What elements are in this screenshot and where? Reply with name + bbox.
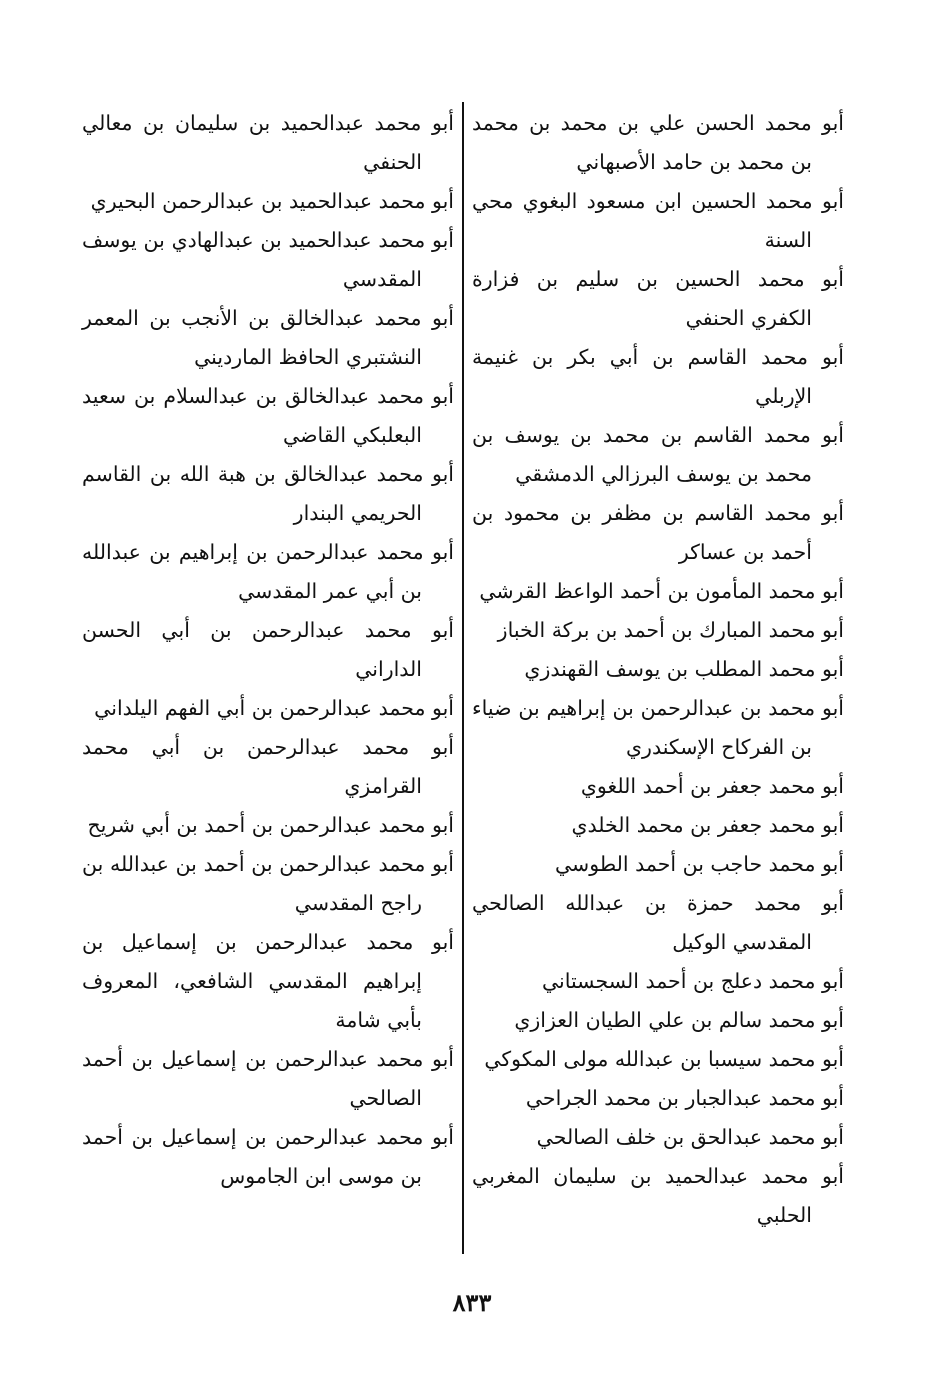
index-entry: أبو محمد عبدالحميد بن سليمان المغربي الحلبي [472, 1164, 844, 1227]
index-entry: أبو محمد عبدالرحمن بن إبراهيم بن عبدالله بن أبي عمر المقدسي [82, 540, 454, 603]
index-entry: أبو محمد عبدالخالق بن عبدالسلام بن سعيد البعلبكي القاضي [82, 384, 454, 447]
index-entry: أبو محمد المطلب بن يوسف القهندزي [524, 657, 844, 681]
index-entry: أبو محمد عبدالرحمن بن أبي الفهم اليلداني [94, 696, 454, 720]
index-entry: أبو محمد بن عبدالرحمن بن إبراهيم بن ضياء بن الفركاح الإسكندري [472, 696, 844, 759]
index-entry: أبو محمد الحسين بن سليم بن فزارة الكفري الحنفي [472, 267, 844, 330]
right-column [472, 104, 844, 1235]
index-entry: أبو محمد عبدالجبار بن محمد الجراحي [525, 1086, 844, 1110]
page-number: ٨٣٣ [452, 1288, 492, 1317]
index-entry: أبو محمد عبدالخالق بن هبة الله بن القاسم الحريمي البندار [82, 462, 454, 525]
index-entry: أبو محمد عبدالحميد بن عبدالرحمن البحيري [90, 189, 454, 213]
index-entry: أبو محمد عبدالحميد بن سليمان بن معالي الحنفي [82, 111, 454, 174]
index-entry: أبو محمد عبدالرحمن بن أحمد بن أبي شريح [87, 813, 454, 837]
index-entry: أبو محمد القاسم بن أبي بكر بن غنيمة الإربلي [472, 345, 844, 408]
index-entry: أبو محمد حمزة بن عبدالله الصالحي المقدسي الوكيل [472, 891, 844, 954]
index-entry: أبو محمد دعلج بن أحمد السجستاني [541, 969, 844, 993]
index-entry: أبو محمد حاجب بن أحمد الطوسي [554, 852, 844, 876]
index-entry: أبو محمد عبدالرحمن بن أبي الحسن الداراني [82, 618, 454, 681]
index-entry: أبو محمد المأمون بن أحمد الواعظ القرشي [479, 579, 844, 603]
index-entry: أبو محمد الحسين ابن مسعود البغوي محي السنة [472, 189, 844, 252]
index-entry: أبو محمد القاسم بن مظفر بن محمود بن أحمد بن عساكر [472, 501, 844, 564]
index-entry: أبو محمد عبدالخالق بن الأنجب بن المعمر النشتبري الحافظ المارديني [82, 306, 454, 369]
index-entry: أبو محمد عبدالحق بن خلف الصالحي [536, 1125, 844, 1149]
index-entry: أبو محمد جعفر بن محمد الخلدي [571, 813, 844, 837]
index-entry: أبو محمد عبدالرحمن بن إسماعيل بن إبراهيم المقدسي الشافعي، المعروف بأبي شامة [82, 930, 454, 1032]
index-entry: أبو محمد عبدالرحمن بن أحمد بن عبدالله بن راجح المقدسي [82, 852, 454, 915]
index-entry: أبو محمد عبدالرحمن بن إسماعيل بن أحمد بن موسى ابن الجاموس [82, 1125, 454, 1188]
index-entry: أبو محمد عبدالرحمن بن أبي محمد القرامزي [82, 735, 454, 798]
index-entry: أبو محمد القاسم بن محمد بن يوسف بن محمد بن يوسف البرزالي الدمشقي [472, 423, 844, 486]
index-entry: أبو محمد سيسبا بن عبدالله مولى المكوكي [484, 1047, 844, 1071]
column-divider [462, 102, 464, 1254]
index-entry: أبو محمد جعفر بن أحمد اللغوي [580, 774, 844, 798]
index-entry: أبو محمد الحسن علي بن محمد بن محمد بن محمد بن حامد الأصبهاني [472, 111, 844, 174]
index-entry: أبو محمد عبدالرحمن بن إسماعيل بن أحمد الصالحي [82, 1047, 454, 1110]
index-entry: أبو محمد المبارك بن أحمد بن بركة الخباز [497, 618, 844, 642]
left-column [82, 104, 454, 1196]
index-entry: أبو محمد سالم بن علي الطيان العزازي [514, 1008, 844, 1032]
index-entry: أبو محمد عبدالحميد بن عبدالهادي بن يوسف المقدسي [82, 228, 454, 291]
